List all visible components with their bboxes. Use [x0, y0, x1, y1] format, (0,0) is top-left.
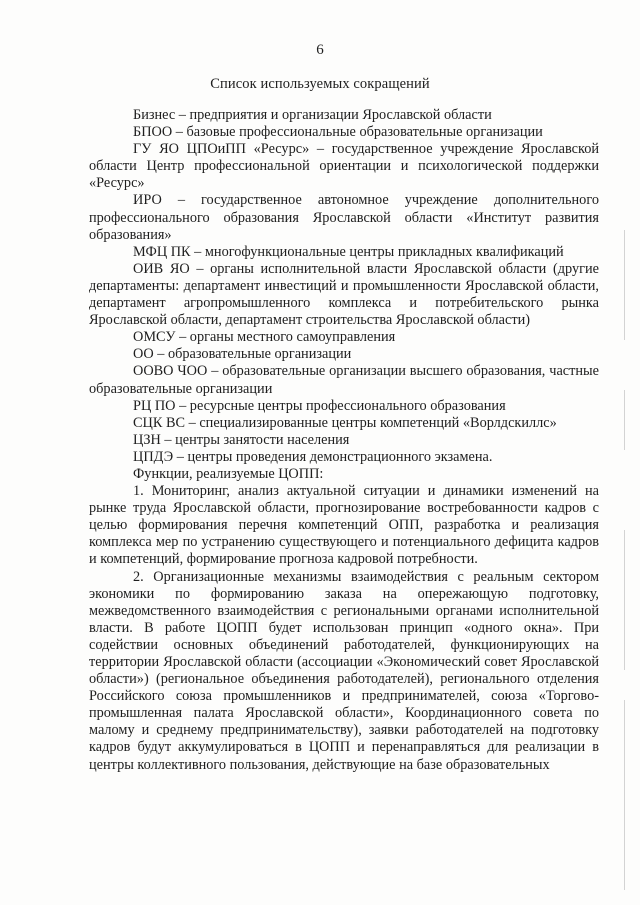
scan-margin-artifact	[618, 230, 632, 900]
abbrev-rts-po: РЦ ПО – ресурсные центры профессионального образования	[133, 397, 506, 414]
document-body	[89, 107, 599, 774]
abbrev-oovo-choo: ООВО ЧОО – образовательные организации высшего образования, частные образовательные организации	[89, 363, 599, 397]
function-item-2: 2. Организационные механизмы взаимодействия с реальным сектором экономики по формированию заказа на опережающую подготовку, межведомственного взаимодействия с региональными органами исполнительной власти. В работе ЦОПП будет использован принцип «одного окна». При содействии основных объединений работодателей, функционирующих на территории Ярославской области (ассоциации «Экономический совет Ярославской области») (региональное объединения работодателей), регионального отделения Российского союза промышленников и предпринимателей, союза «Торгово-промышленная палата Ярославской области», Координационного совета по малому и среднему предпринимательству), заявки работодателей на подготовку кадров будут аккумулироваться в ЦОПП и перенаправляться для реализации в центры коллективного пользования, действующие на базе образовательных	[89, 568, 599, 773]
function-item-1: 1. Мониторинг, анализ актуальной ситуации и динамики изменений на рынке труда Ярославской области, прогнозирование востребованности кадров с целью формирования перечня компетенций ОПП, разработка и реализация комплекса мер по устранению существующего и потенциального дефицита кадров и компетенций, формирование прогноза кадровой потребности.	[89, 483, 599, 568]
abbrev-iro: ИРО – государственное автономное учреждение дополнительного профессионального образования Ярославской области «Институт развития образования»	[89, 192, 599, 243]
abbrev-stsk-vs: СЦК ВС – специализированные центры компетенций «Ворлдскиллс»	[133, 414, 557, 431]
section-title: Список используемых сокращений	[210, 76, 430, 92]
functions-heading: Функции, реализуемые ЦОПП:	[133, 465, 324, 482]
abbrev-mfts-pk: МФЦ ПК – многофункциональные центры прикладных квалификаций	[133, 243, 564, 260]
abbrev-oiv-yao: ОИВ ЯО – органы исполнительной власти Ярославской области (другие департаменты: департамент инвестиций и промышленности Ярославской области, департамент агропромышленного комплекса и потребительского рынка Ярославской области, департамент строительства Ярославской области)	[89, 260, 599, 329]
abbrev-tspde: ЦПДЭ – центры проведения демонстрационного экзамена.	[133, 448, 493, 465]
abbrev-omsu: ОМСУ – органы местного самоуправления	[133, 329, 396, 346]
abbrev-oo: ОО – образовательные организации	[133, 346, 352, 363]
abbrev-tszn: ЦЗН – центры занятости населения	[133, 431, 350, 448]
abbrev-bpoo: БПОО – базовые профессиональные образовательные организации	[133, 124, 543, 141]
abbrev-biznes: Бизнес – предприятия и организации Ярославской области	[133, 107, 492, 123]
page-number: 6	[316, 42, 324, 58]
abbrev-gu-yao-tspoipp: ГУ ЯО ЦПОиПП «Ресурс» – государственное учреждение Ярославской области Центр профессиональной ориентации и психологической поддержки «Ресурс»	[89, 141, 599, 192]
